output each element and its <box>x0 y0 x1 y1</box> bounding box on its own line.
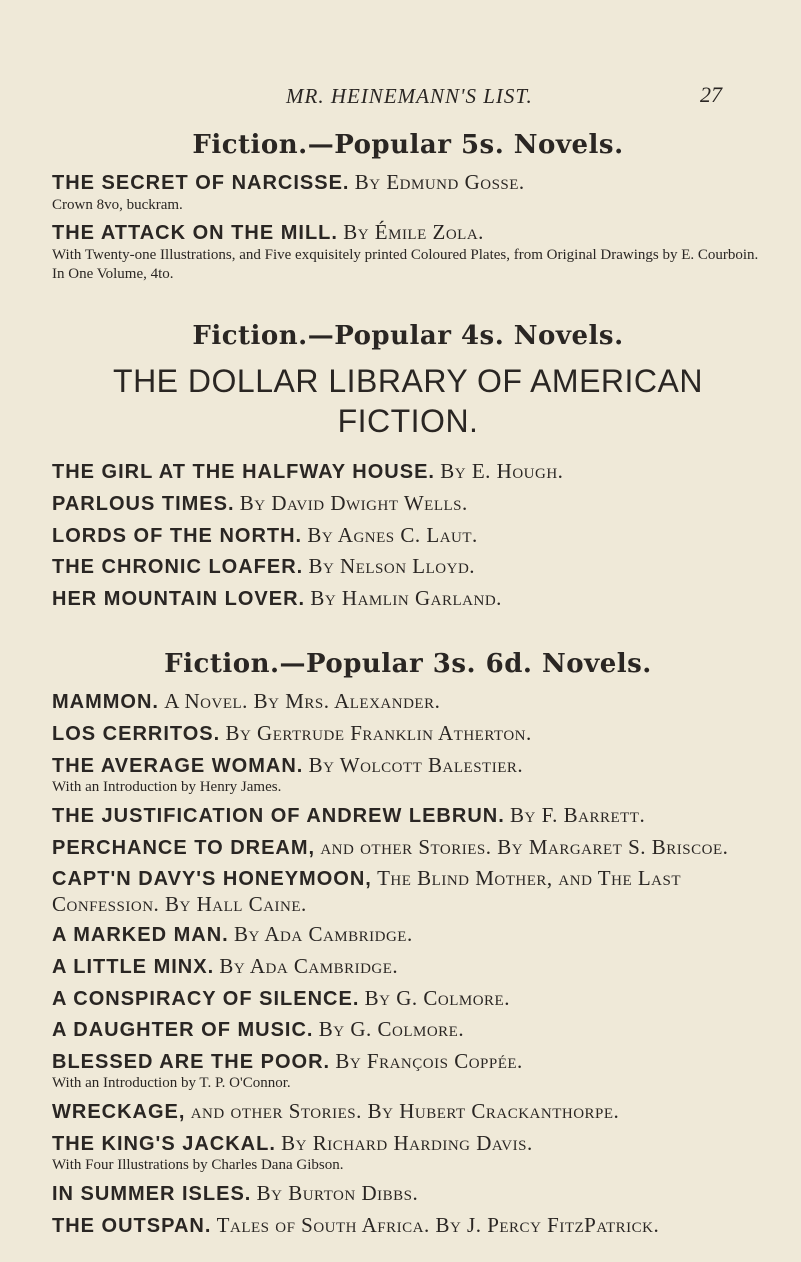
book-entry <box>52 986 764 1012</box>
page-number: 27 <box>700 82 722 107</box>
book-title: PERCHANCE TO DREAM, <box>52 836 316 859</box>
book-entry <box>52 1099 764 1125</box>
book-title: A MARKED MAN. <box>52 924 229 947</box>
book-byline: By François Coppée. <box>335 1048 523 1073</box>
section-heading: Fiction.—Popular 4s. Novels. <box>192 321 624 352</box>
book-byline: By Richard Harding Davis. <box>281 1130 533 1155</box>
book-title: THE CHRONIC LOAFER. <box>52 556 304 579</box>
book-entry <box>52 1131 764 1175</box>
book-title: THE KING'S JACKAL. <box>52 1132 276 1155</box>
section-3s6d-novels <box>52 649 764 1238</box>
book-byline: By Ada Cambridge. <box>219 954 399 979</box>
book-entry <box>52 803 764 829</box>
book-byline: By G. Colmore. <box>318 1017 465 1042</box>
book-title: BLESSED ARE THE POOR. <box>52 1050 331 1073</box>
book-byline: A Novel. By Mrs. Alexander. <box>164 689 441 714</box>
book-entry <box>52 170 764 214</box>
book-byline: By Hamlin Garland. <box>310 585 502 610</box>
book-byline: By Gertrude Franklin Atherton. <box>225 721 532 745</box>
book-title: THE JUSTIFICATION OF ANDREW LEBRUN. <box>52 804 505 827</box>
book-entry <box>52 753 764 797</box>
book-note: With Twenty-one Illustrations, and Five exquisitely printed Coloured Plates, from Original Drawings by E. Courboin. In One Volume, 4to. <box>52 246 759 282</box>
book-entry <box>52 721 764 747</box>
book-byline: By Burton Dibbs. <box>256 1181 419 1206</box>
book-byline: Tales of South Africa. By J. Percy FitzPatrick. <box>216 1212 660 1237</box>
book-entry <box>52 459 764 485</box>
book-title: THE AVERAGE WOMAN. <box>52 754 304 777</box>
book-entry <box>52 491 764 517</box>
book-byline: and other Stories. By Margaret S. Briscoe. <box>320 834 729 859</box>
book-note: With an Introduction by Henry James. <box>52 779 282 796</box>
book-byline: The Blind Mother, and The Last Confession. By Hall Caine. <box>52 866 682 916</box>
section-5s-novels <box>52 130 764 283</box>
book-title: WRECKAGE, <box>52 1101 186 1124</box>
book-byline: By Nelson Lloyd. <box>308 554 476 579</box>
book-entry <box>52 922 764 948</box>
series-title: THE DOLLAR LIBRARY OF AMERICAN FICTION. <box>113 363 703 440</box>
catalogue-list <box>52 112 764 1244</box>
book-title: A DAUGHTER OF MUSIC. <box>52 1019 314 1042</box>
book-title: CAPT'N DAVY'S HONEYMOON, <box>52 868 372 891</box>
book-byline: By Émile Zola. <box>343 220 484 245</box>
book-title: A LITTLE MINX. <box>52 956 215 979</box>
book-title: A CONSPIRACY OF SILENCE. <box>52 987 360 1010</box>
book-byline: and other Stories. By Hubert Crackanthorpe. <box>190 1099 620 1124</box>
book-entry <box>52 954 764 980</box>
book-byline: By Wolcott Balestier. <box>308 752 524 777</box>
book-byline: By G. Colmore. <box>364 985 510 1010</box>
book-byline: By Edmund Gosse. <box>354 170 525 194</box>
book-byline: By Ada Cambridge. <box>233 922 413 947</box>
section-4s-novels <box>52 321 764 611</box>
book-entry <box>52 1181 764 1207</box>
book-title: HER MOUNTAIN LOVER. <box>52 587 306 610</box>
book-entry <box>52 1017 764 1043</box>
book-entry <box>52 554 764 580</box>
book-byline: By David Dwight Wells. <box>239 491 468 516</box>
book-entry <box>52 689 764 715</box>
book-entry <box>52 835 764 861</box>
book-title: LORDS OF THE NORTH. <box>52 524 303 547</box>
book-title: MAMMON. <box>52 691 159 714</box>
book-entry <box>52 586 764 612</box>
book-title: PARLOUS TIMES. <box>52 493 235 516</box>
book-note: With an Introduction by T. P. O'Connor. <box>52 1075 291 1092</box>
book-title: THE GIRL AT THE HALFWAY HOUSE. <box>52 461 435 484</box>
book-title: THE OUTSPAN. <box>52 1214 212 1237</box>
book-title: IN SUMMER ISLES. <box>52 1183 252 1206</box>
book-entry <box>52 866 764 916</box>
book-entry <box>52 523 764 549</box>
book-title: LOS CERRITOS. <box>52 723 221 745</box>
book-note: Crown 8vo, buckram. <box>52 196 183 213</box>
running-head <box>0 78 801 108</box>
section-heading: Fiction.—Popular 5s. Novels. <box>192 130 624 160</box>
book-entry <box>52 1213 764 1239</box>
book-byline: By F. Barrett. <box>510 802 646 827</box>
book-note: With Four Illustrations by Charles Dana Gibson. <box>52 1157 344 1174</box>
book-title: THE SECRET OF NARCISSE. <box>52 172 350 194</box>
book-entry <box>52 1049 764 1093</box>
section-heading: Fiction.—Popular 3s. 6d. Novels. <box>164 649 652 680</box>
book-title: THE ATTACK ON THE MILL. <box>52 222 338 245</box>
running-title: MR. HEINEMANN'S LIST. <box>286 84 533 108</box>
book-byline: By Agnes C. Laut. <box>307 522 478 547</box>
book-byline: By E. Hough. <box>440 459 564 484</box>
book-entry <box>52 220 764 283</box>
